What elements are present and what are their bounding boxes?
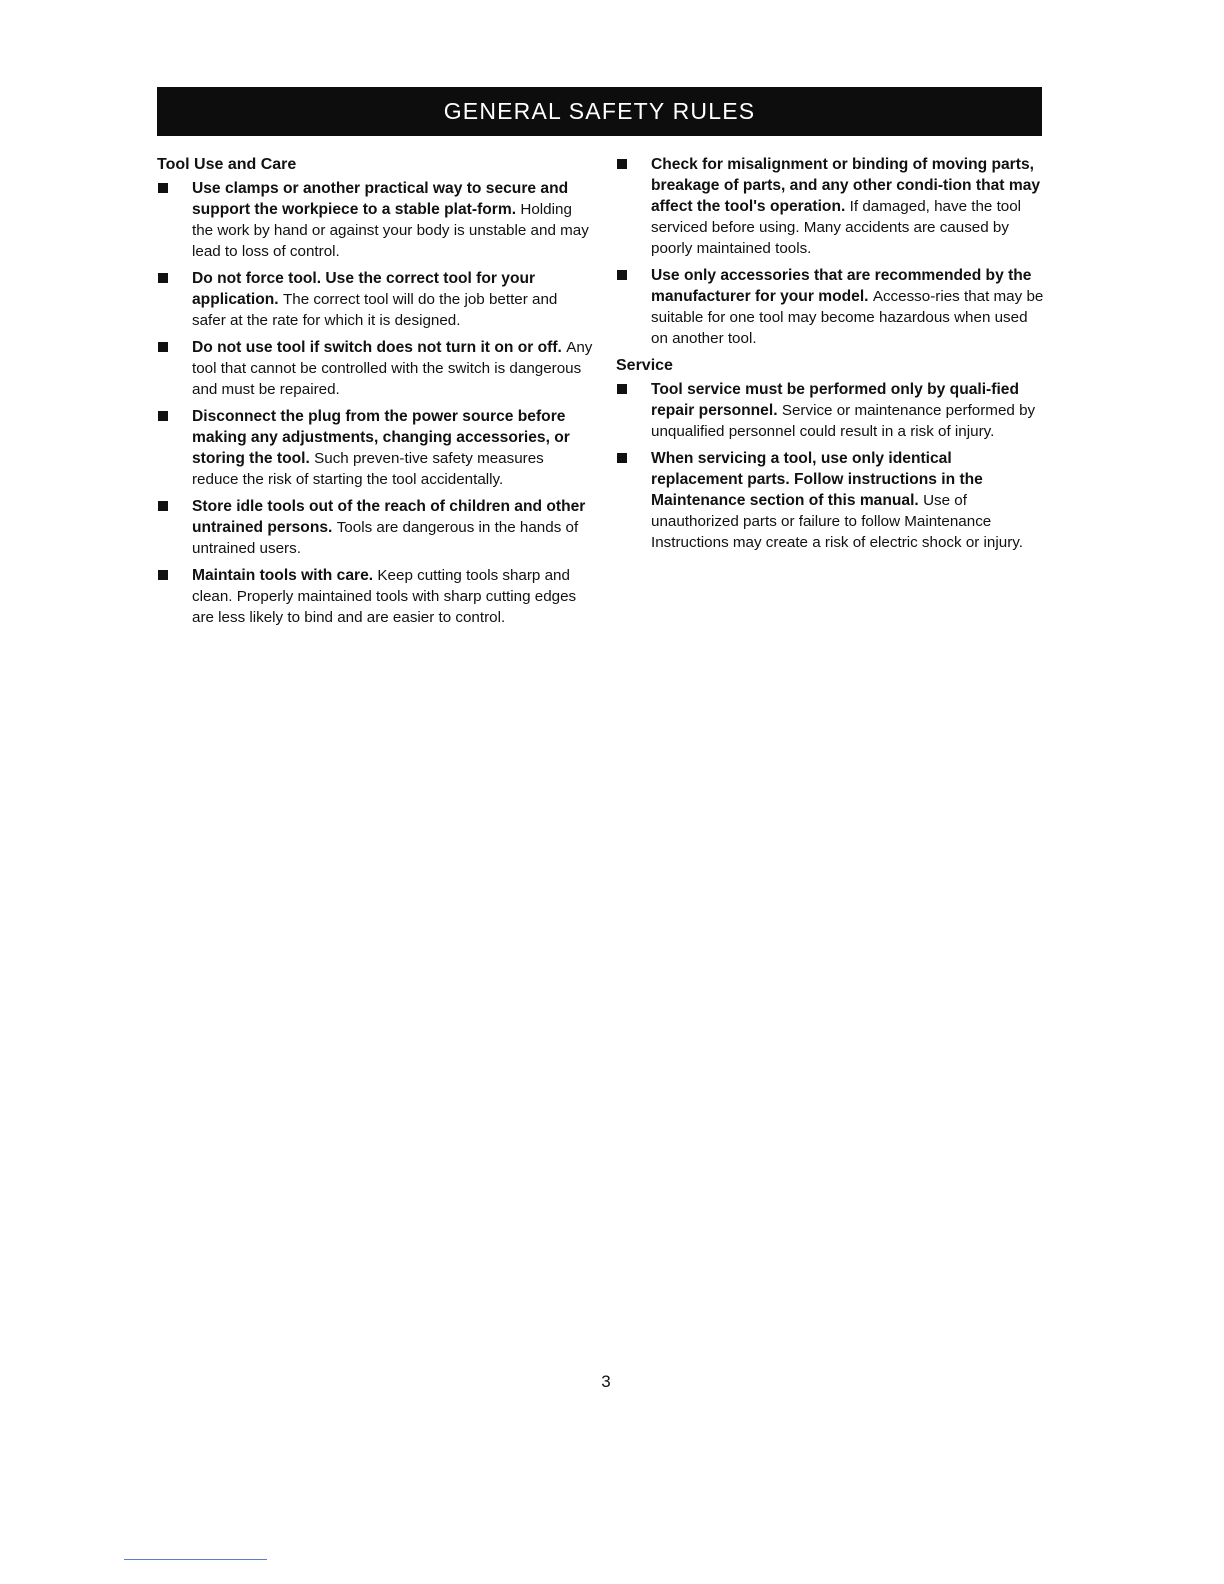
rule-lead: Check for misalignment or binding of moving parts, breakage of parts, and any other condi-tion that may affect the tool's operation. bbox=[651, 156, 1041, 215]
rule-lead: When servicing a tool, use only identical replacement parts. Follow instructions in the Maintenance section of this manual. bbox=[651, 450, 983, 509]
rule-lead: Tool service must be performed only by quali-fied repair personnel. bbox=[651, 381, 1019, 419]
rule-lead: Do not force tool. Use the correct tool for your application. bbox=[192, 270, 536, 308]
square-bullet-icon bbox=[158, 411, 168, 421]
rule-text: Use of unauthorized parts or failure to follow Maintenance Instructions may create a risk of electric shock or injury. bbox=[651, 492, 1023, 551]
section-heading-service: Service bbox=[616, 357, 673, 374]
square-bullet-icon bbox=[158, 183, 168, 193]
list-item bbox=[157, 565, 593, 628]
list-item bbox=[616, 448, 1046, 553]
rule-text: Keep cutting tools sharp and clean. Properly maintained tools with sharp cutting edges are less likely to bind and are easier to control. bbox=[192, 567, 577, 626]
square-bullet-icon bbox=[617, 384, 627, 394]
section-heading-tool-use: Tool Use and Care bbox=[157, 156, 297, 173]
square-bullet-icon bbox=[617, 453, 627, 463]
page-title: GENERAL SAFETY RULES bbox=[443, 98, 756, 124]
square-bullet-icon bbox=[158, 273, 168, 283]
list-item bbox=[157, 496, 593, 559]
rule-text: Accesso-ries that may be suitable for one tool may become hazardous when used on another tool. bbox=[651, 288, 1044, 347]
list-item bbox=[157, 337, 593, 400]
rule-text: If damaged, have the tool serviced before using. Many accidents are caused by poorly maintained tools. bbox=[651, 198, 1022, 257]
section-title-banner bbox=[157, 87, 1042, 136]
rule-text: Tools are dangerous in the hands of untrained users. bbox=[192, 519, 579, 557]
page-number: 3 bbox=[601, 1372, 611, 1391]
rule-text: Such preven-tive safety measures reduce the risk of starting the tool accidentally. bbox=[192, 450, 544, 488]
list-item bbox=[157, 178, 593, 262]
rule-text: Service or maintenance performed by unqualified personnel could result in a risk of injury. bbox=[651, 402, 1036, 440]
right-column bbox=[616, 154, 1046, 559]
list-item bbox=[157, 406, 593, 490]
rule-lead: Disconnect the plug from the power source before making any adjustments, changing accessories, or storing the tool. bbox=[192, 408, 570, 467]
square-bullet-icon bbox=[158, 342, 168, 352]
left-column bbox=[157, 154, 593, 634]
square-bullet-icon bbox=[617, 159, 627, 169]
list-item bbox=[157, 268, 593, 331]
list-item bbox=[616, 154, 1046, 259]
list-item bbox=[616, 379, 1046, 442]
rule-lead: Do not use tool if switch does not turn it on or off. bbox=[192, 339, 567, 356]
rule-lead: Use clamps or another practical way to secure and support the workpiece to a stable plat-form. bbox=[192, 180, 569, 218]
list-item bbox=[616, 265, 1046, 349]
footer-divider bbox=[124, 1559, 267, 1560]
rule-text: Holding the work by hand or against your body is unstable and may lead to loss of control. bbox=[192, 201, 589, 260]
rule-text: The correct tool will do the job better and safer at the rate for which it is designed. bbox=[192, 291, 558, 329]
rule-lead: Store idle tools out of the reach of children and other untrained persons. bbox=[192, 498, 586, 536]
square-bullet-icon bbox=[617, 270, 627, 280]
rule-lead: Use only accessories that are recommended by the manufacturer for your model. bbox=[651, 267, 1032, 305]
square-bullet-icon bbox=[158, 501, 168, 511]
rule-lead: Maintain tools with care. bbox=[192, 567, 378, 584]
rule-text: Any tool that cannot be controlled with the switch is dangerous and must be repaired. bbox=[192, 339, 593, 398]
square-bullet-icon bbox=[158, 570, 168, 580]
